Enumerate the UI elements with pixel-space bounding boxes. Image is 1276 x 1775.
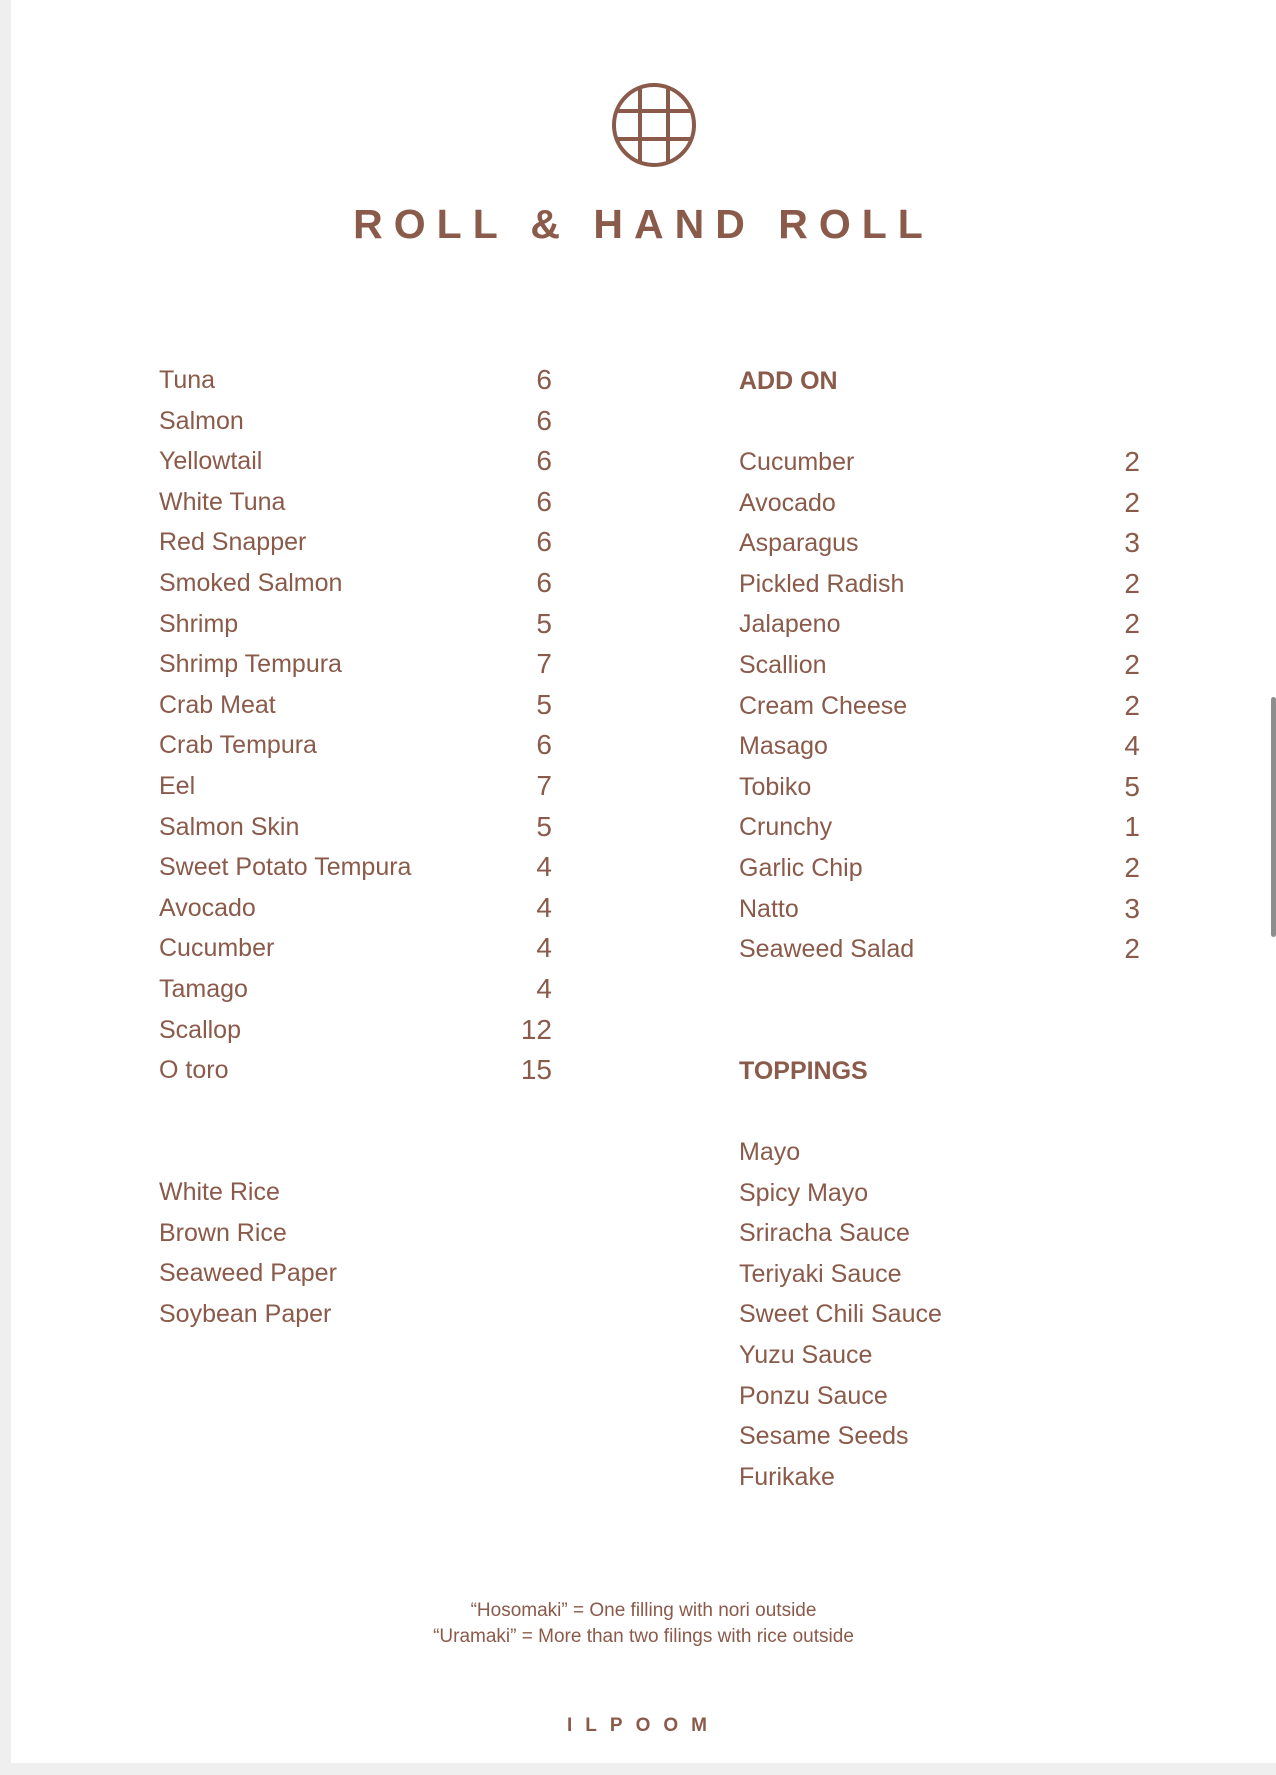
item-price: 2 xyxy=(1124,567,1140,599)
list-item: Tuna xyxy=(159,366,216,394)
list-item: Yellowtail xyxy=(159,447,263,476)
list-item: Mayo xyxy=(739,1138,801,1166)
list-item: Cream Cheese xyxy=(739,691,908,720)
list-item: Pickled Radish xyxy=(739,569,905,598)
list-item: Spicy Mayo xyxy=(739,1178,869,1207)
item-price: 7 xyxy=(536,648,552,680)
brand-name: ILPOOM xyxy=(567,1715,720,1736)
list-item: Tobiko xyxy=(739,772,812,801)
item-price: 2 xyxy=(1124,852,1140,883)
list-item: Avocado xyxy=(739,488,836,517)
item-price: 4 xyxy=(536,851,552,883)
list-item: Eel xyxy=(159,772,196,800)
item-price: 5 xyxy=(536,810,552,842)
item-price: 4 xyxy=(536,973,552,1004)
item-price: 6 xyxy=(536,364,552,395)
item-price: 1 xyxy=(1124,811,1140,843)
item-price: 6 xyxy=(536,567,552,598)
list-item: Sweet Chili Sauce xyxy=(739,1300,942,1329)
list-item: Jalapeno xyxy=(739,610,841,639)
hosomaki-note: “Hosomaki” = One filling with nori outside xyxy=(470,1600,817,1621)
item-price: 4 xyxy=(1124,730,1140,762)
uramaki-note: “Uramaki” = More than two filings with rice outside xyxy=(433,1626,854,1647)
list-item: Sesame Seeds xyxy=(739,1422,909,1451)
item-price: 7 xyxy=(536,770,552,801)
list-item: Shrimp xyxy=(159,609,239,638)
list-item: Scallion xyxy=(739,651,827,679)
list-item: Teriyaki Sauce xyxy=(739,1259,902,1288)
list-item: White Tuna xyxy=(159,487,286,516)
list-item: O toro xyxy=(159,1056,229,1085)
item-price: 6 xyxy=(536,445,552,477)
item-price: 2 xyxy=(1124,446,1140,477)
list-item: Tamago xyxy=(159,975,248,1003)
list-item: Crab Meat xyxy=(159,690,276,719)
list-item: Sweet Potato Tempura xyxy=(159,853,412,882)
list-item: Sriracha Sauce xyxy=(739,1219,910,1248)
list-item: Asparagus xyxy=(739,529,859,558)
list-item: Natto xyxy=(739,894,799,923)
list-item: Salmon Skin xyxy=(159,812,300,841)
list-item: Scallop xyxy=(159,1015,241,1044)
list-item: Furikake xyxy=(739,1462,835,1491)
item-price: 2 xyxy=(1124,689,1140,721)
list-item: Brown Rice xyxy=(159,1218,287,1247)
item-price: 6 xyxy=(536,485,552,517)
list-item: Cucumber xyxy=(159,934,275,963)
list-item: Yuzu Sauce xyxy=(739,1341,873,1369)
list-item: Cucumber xyxy=(739,448,855,476)
list-item: Soybean Paper xyxy=(159,1299,332,1328)
page-title: ROLL & HAND ROLL xyxy=(353,201,934,247)
item-price: 5 xyxy=(536,688,552,720)
list-item: Shrimp Tempura xyxy=(159,650,342,679)
item-price: 5 xyxy=(536,607,552,639)
list-item: Ponzu Sauce xyxy=(739,1381,888,1410)
item-price: 4 xyxy=(536,891,552,923)
item-price: 12 xyxy=(520,1013,552,1045)
item-price: 3 xyxy=(1124,892,1140,924)
item-price: 2 xyxy=(1124,933,1140,965)
item-price: 6 xyxy=(536,526,552,558)
item-price: 3 xyxy=(1124,527,1140,559)
item-price: 15 xyxy=(520,1054,552,1086)
item-price: 5 xyxy=(1124,770,1140,802)
menu-page xyxy=(11,0,1276,1763)
list-item: Garlic Chip xyxy=(739,854,863,882)
item-price: 2 xyxy=(1124,649,1140,680)
list-item: Crunchy xyxy=(739,813,833,842)
list-item: White Rice xyxy=(159,1178,280,1206)
list-item: Salmon xyxy=(159,406,244,435)
item-price: 2 xyxy=(1124,486,1140,518)
list-item: Smoked Salmon xyxy=(159,569,343,597)
list-item: Seaweed Salad xyxy=(739,935,915,964)
toppings-heading: TOPPINGS xyxy=(739,1057,868,1085)
item-price: 6 xyxy=(536,729,552,761)
item-price: 2 xyxy=(1124,608,1140,640)
circle-grid-logo-icon xyxy=(611,82,697,168)
list-item: Seaweed Paper xyxy=(159,1259,337,1288)
list-item: Masago xyxy=(739,732,828,761)
item-price: 4 xyxy=(536,932,552,964)
item-price: 6 xyxy=(536,404,552,436)
list-item: Red Snapper xyxy=(159,528,307,557)
list-item: Crab Tempura xyxy=(159,731,317,760)
add-on-heading: ADD ON xyxy=(739,367,838,395)
list-item: Avocado xyxy=(159,893,256,922)
scrollbar-thumb[interactable] xyxy=(1271,697,1276,937)
